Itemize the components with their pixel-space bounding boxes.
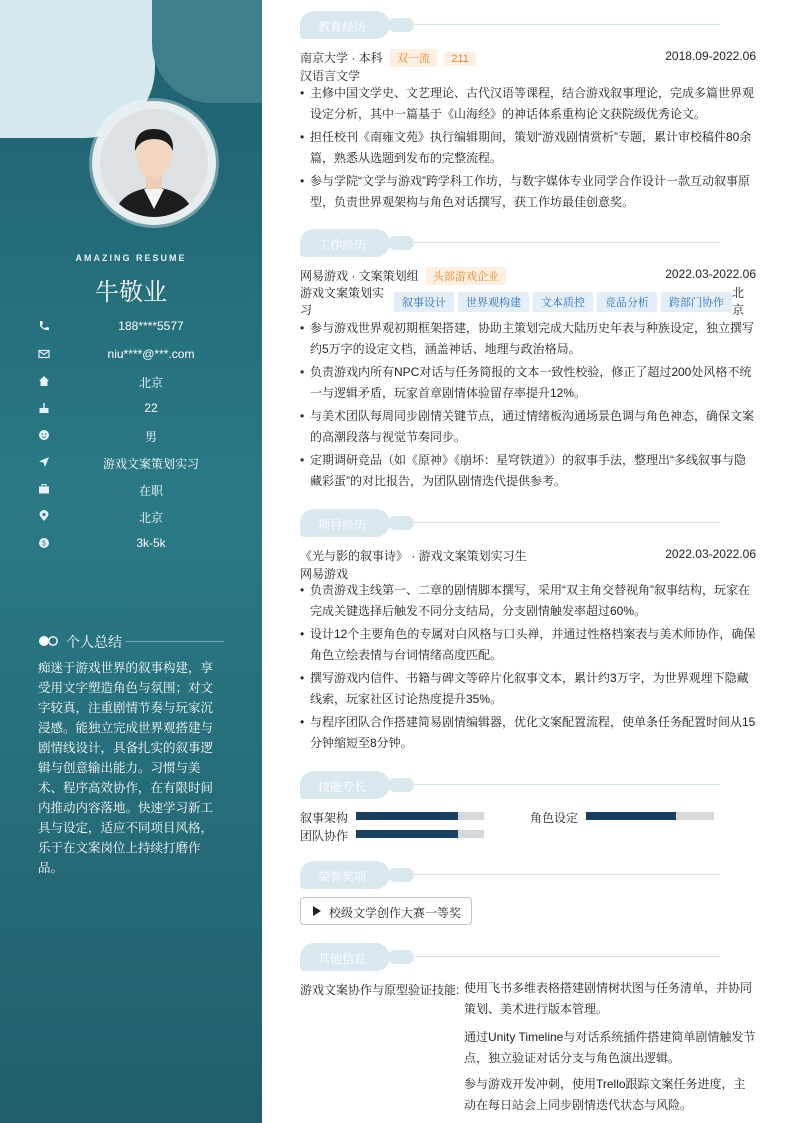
award-label: 校级文学创作大赛一等奖 (329, 906, 462, 920)
section-header-other (300, 943, 720, 971)
contact-target (38, 454, 238, 474)
award-item (300, 897, 472, 925)
mail-icon (38, 348, 50, 360)
skill-tag: 竞品分析 (597, 292, 657, 312)
skill-bar-fill (586, 812, 676, 820)
list-item: • 与程序团队合作搭建简易剧情编辑器，优化文案配置流程，使单条任务配置时间从15分钟缩短至8分钟。 (300, 712, 756, 754)
divider (126, 641, 224, 642)
contact-gender (38, 427, 238, 447)
project-header (300, 547, 756, 564)
company-name: 网易游戏 · 文案策划组 (300, 269, 419, 283)
contact-value: 188****5577 (118, 319, 184, 333)
summary-title: 个人总结 (66, 634, 122, 650)
section-title: 其他信息 (318, 952, 367, 966)
contact-value: 男 (144, 430, 157, 444)
list-item: • 参与游戏世界观初期框架搭建，协助主策划完成大陆历史年表与种族设定，独立撰写约5万字的设定文档，涵盖神话、地理与政治格局。 (300, 318, 756, 360)
list-item: • 负责游戏内所有NPC对话与任务简报的文本一致性校验，修正了超过200处风格不统一与逻辑矛盾，玩家首章剧情体验留存率提升12%。 (300, 362, 756, 404)
work-header (300, 267, 756, 285)
list-item: • 撰写游戏内信件、书籍与碑文等碎片化叙事文本，累计约3万字，为世界观埋下隐藏线索，玩家社区讨论热度提升35%。 (300, 668, 756, 710)
section-header-project (300, 509, 720, 537)
skill-bar (356, 812, 484, 820)
work-role-row (300, 285, 756, 319)
project-name: 《光与影的叙事诗》 · 游戏文案策划实习生 (300, 549, 527, 563)
avatar-frame (92, 101, 216, 225)
contact-value: niu****@***.com (107, 347, 195, 361)
home-icon (38, 375, 50, 387)
skill-bar-fill (356, 830, 458, 838)
phone-icon (38, 320, 50, 332)
contact-value: 北京 (138, 376, 163, 390)
section-title: 技能专长 (318, 780, 367, 794)
contact-location (38, 508, 238, 528)
sidebar (0, 0, 262, 1123)
skill-tag: 世界观构建 (458, 292, 529, 312)
work-bullets (300, 318, 756, 492)
project-date: 2022.03-2022.06 (665, 547, 756, 561)
other-paragraph: 参与游戏开发冲刺，使用Trello跟踪文案任务进度，主动在每日站会上同步剧情迭代状态与风险。 (464, 1077, 746, 1112)
work-date: 2022.03-2022.06 (665, 267, 756, 281)
education-bullets (300, 83, 756, 213)
summary-text: 痴迷于游戏世界的叙事构建，享受用文字塑造角色与氛围；对文字较真，注重剧情节奏与玩家沉浸感。能独立完成世界观搭建与剧情线设计，具备扎实的叙事逻辑与创意输出能力。习惯与美术、程序高效协作，在有限时间内推动内容落地。快速学习新工具与设定，适应不同项目风格，乐于在文案岗位上持续打磨作品。 (38, 661, 214, 875)
play-icon (313, 906, 321, 916)
education-header (300, 49, 756, 67)
cake-icon (38, 402, 50, 414)
list-item: • 定期调研竞品（如《原神》《崩坏：星穹铁道》）的叙事手法，整理出“多线叙事与隐藏彩蛋”的对比报告，为团队剧情迭代提供参考。 (300, 450, 756, 492)
project-org: 网易游戏 (300, 567, 349, 581)
person-name: 牛敬业 (95, 279, 167, 306)
contact-age (38, 400, 238, 420)
list-item: • 设计12个主要角色的专属对白风格与口头禅，并通过性格档案表与美术师协作，确保角色立绘表情与台词情绪高度匹配。 (300, 624, 756, 666)
section-header-education (300, 11, 720, 39)
send-icon (38, 456, 50, 468)
summary-header (38, 631, 224, 651)
skill-name: 角色设定 (530, 811, 579, 825)
section-title: 荣誉奖项 (318, 870, 367, 884)
skill-tags (394, 292, 736, 312)
section-title: 项目经历 (318, 518, 367, 532)
avatar (100, 109, 208, 217)
skill-tag: 叙事设计 (394, 292, 454, 312)
skill-bar-fill (356, 812, 458, 820)
other-paragraph: 通过Unity Timeline与对话系统插件搭建简单剧情触发节点，独立验证对话分支与角色演出逻辑。 (464, 1030, 756, 1065)
project-bullets (300, 580, 756, 754)
school-tag: 双一流 (390, 49, 437, 67)
work-city: 北京 (732, 286, 745, 317)
salary-icon (38, 537, 50, 549)
skill-bar (586, 812, 714, 820)
contact-value: 在职 (138, 484, 163, 498)
list-item: • 担任校刊《南雍文苑》执行编辑期间，策划“游戏剧情赏析”专题，累计审校稿件80余篇，熟悉从选题到发布的完整流程。 (300, 127, 756, 169)
skill-name: 团队协作 (300, 829, 349, 843)
contact-email (38, 346, 238, 366)
section-title: 工作经历 (318, 238, 367, 252)
major: 汉语言文学 (300, 69, 361, 83)
company-tag: 头部游戏企业 (426, 267, 506, 285)
briefcase-icon (38, 483, 50, 495)
section-header-awards (300, 861, 720, 889)
contact-salary (38, 535, 238, 555)
svg-text:$: $ (42, 540, 46, 548)
section-title: 教育经历 (318, 20, 367, 34)
job-role: 游戏文案策划实习 (300, 286, 385, 317)
contact-value: 3k-5k (136, 536, 166, 550)
skill-name: 叙事架构 (300, 811, 349, 825)
dots-icon (38, 635, 60, 647)
school-name: 南京大学 · 本科 (300, 51, 383, 65)
list-item: • 主修中国文学史、文艺理论、古代汉语等课程，结合游戏叙事理论，完成多篇世界观设定分析，其中一篇基于《山海经》的神话体系重构论文获院级优秀论文。 (300, 83, 756, 125)
resume-tagline: AMAZING RESUME (75, 253, 187, 263)
list-item: • 负责游戏主线第一、二章的剧情脚本撰写，采用“双主角交替视角”叙事结构，玩家在完成关键选择后触发不同分支结局，分支剧情触发率超过60%。 (300, 580, 756, 622)
list-item: • 参与学院“文学与游戏”跨学科工作坊，与数字媒体专业同学合作设计一款互动叙事原型，负责世界观架构与角色对话撰写，获工作坊最佳创意奖。 (300, 171, 756, 213)
contact-home (38, 373, 238, 393)
location-icon (38, 510, 50, 522)
gender-icon (38, 429, 50, 441)
section-header-work (300, 229, 720, 257)
contact-phone (38, 318, 238, 338)
list-item: • 与美术团队每周同步剧情关键节点，通过情绪板沟通场景色调与角色神态，确保文案的高潮段落与视觉节奏同步。 (300, 406, 756, 448)
contact-status (38, 481, 238, 501)
contact-value: 北京 (138, 511, 163, 525)
school-tag: 211 (444, 52, 476, 66)
sidebar-decoration (152, 0, 262, 103)
education-date: 2018.09-2022.06 (665, 49, 756, 63)
skill-bar (356, 830, 484, 838)
skill-tag: 文本质控 (533, 292, 593, 312)
skill-tag: 跨部门协作 (661, 292, 732, 312)
contact-value: 游戏文案策划实习 (102, 457, 199, 471)
contact-value: 22 (144, 401, 158, 415)
other-label: 游戏文案协作与原型验证技能: (300, 983, 460, 997)
section-header-skills (300, 771, 720, 799)
other-paragraph: 使用飞书多维表格搭建剧情树状图与任务清单，并协同策划、美术进行版本管理。 (464, 981, 753, 1016)
